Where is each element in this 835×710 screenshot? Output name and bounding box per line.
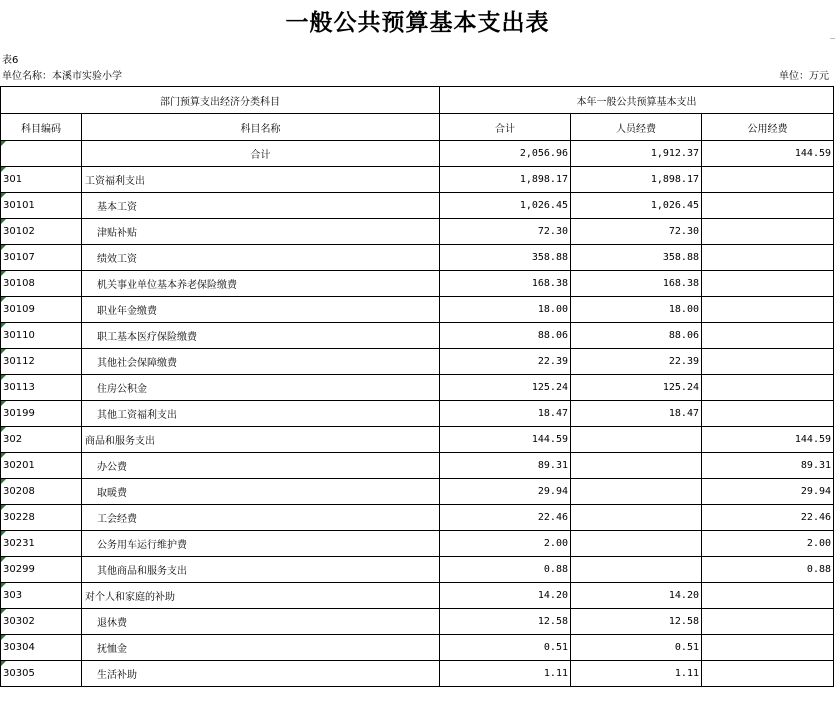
row-code: 303 <box>1 583 82 609</box>
row-total: 22.39 <box>440 349 571 375</box>
row-code: 30109 <box>1 297 82 323</box>
table-row <box>1 531 834 557</box>
row-public <box>702 323 834 349</box>
row-code: 30305 <box>1 661 82 687</box>
row-code: 30107 <box>1 245 82 271</box>
total-row <box>1 141 834 167</box>
row-total: 18.47 <box>440 401 571 427</box>
total-personnel: 1,912.37 <box>571 141 702 167</box>
row-personnel: 88.06 <box>571 323 702 349</box>
row-public <box>702 297 834 323</box>
row-name: 工资福利支出 <box>82 167 440 193</box>
row-name: 抚恤金 <box>82 635 440 661</box>
page-title: 一般公共预算基本支出表 <box>285 9 550 36</box>
row-personnel: 18.47 <box>571 401 702 427</box>
row-public <box>702 167 834 193</box>
row-total: 22.46 <box>440 505 571 531</box>
row-personnel <box>571 531 702 557</box>
table-row <box>1 661 834 687</box>
column-header-code: 科目编码 <box>1 114 82 141</box>
row-personnel <box>571 479 702 505</box>
row-personnel: 168.38 <box>571 271 702 297</box>
table-row <box>1 219 834 245</box>
row-name: 工会经费 <box>82 505 440 531</box>
row-code: 30201 <box>1 453 82 479</box>
table-row <box>1 505 834 531</box>
row-public: 29.94 <box>702 479 834 505</box>
divider <box>830 38 835 39</box>
row-code: 30110 <box>1 323 82 349</box>
row-code: 30231 <box>1 531 82 557</box>
row-personnel: 12.58 <box>571 609 702 635</box>
budget-table <box>0 86 834 687</box>
header-group-row <box>1 87 834 114</box>
row-public <box>702 401 834 427</box>
table-row <box>1 193 834 219</box>
row-personnel: 0.51 <box>571 635 702 661</box>
row-total: 0.88 <box>440 557 571 583</box>
row-code: 30228 <box>1 505 82 531</box>
row-public <box>702 219 834 245</box>
table-row <box>1 349 834 375</box>
row-public <box>702 375 834 401</box>
row-total: 1.11 <box>440 661 571 687</box>
row-total: 168.38 <box>440 271 571 297</box>
row-name: 公务用车运行维护费 <box>82 531 440 557</box>
row-public <box>702 271 834 297</box>
row-name: 退休费 <box>82 609 440 635</box>
table-row <box>1 297 834 323</box>
row-personnel <box>571 557 702 583</box>
header-columns-row <box>1 114 834 141</box>
row-personnel: 22.39 <box>571 349 702 375</box>
row-name: 职业年金缴费 <box>82 297 440 323</box>
row-total: 0.51 <box>440 635 571 661</box>
table-row <box>1 375 834 401</box>
row-personnel: 18.00 <box>571 297 702 323</box>
row-name: 其他工资福利支出 <box>82 401 440 427</box>
row-public: 2.00 <box>702 531 834 557</box>
row-public <box>702 609 834 635</box>
row-name: 机关事业单位基本养老保险缴费 <box>82 271 440 297</box>
table-row <box>1 167 834 193</box>
row-total: 29.94 <box>440 479 571 505</box>
table-row <box>1 557 834 583</box>
table-row <box>1 271 834 297</box>
row-total: 1,898.17 <box>440 167 571 193</box>
row-name: 生活补助 <box>82 661 440 687</box>
row-total: 72.30 <box>440 219 571 245</box>
table-row <box>1 635 834 661</box>
row-code: 30112 <box>1 349 82 375</box>
row-public: 22.46 <box>702 505 834 531</box>
row-code: 30101 <box>1 193 82 219</box>
row-name: 办公费 <box>82 453 440 479</box>
row-personnel: 125.24 <box>571 375 702 401</box>
row-total: 88.06 <box>440 323 571 349</box>
row-total: 1,026.45 <box>440 193 571 219</box>
row-personnel: 1,898.17 <box>571 167 702 193</box>
row-name: 取暖费 <box>82 479 440 505</box>
column-header-personnel: 人员经费 <box>571 114 702 141</box>
row-code: 301 <box>1 167 82 193</box>
row-name: 其他社会保障缴费 <box>82 349 440 375</box>
row-name: 住房公积金 <box>82 375 440 401</box>
row-total: 144.59 <box>440 427 571 453</box>
row-code: 30113 <box>1 375 82 401</box>
row-personnel: 358.88 <box>571 245 702 271</box>
row-public <box>702 583 834 609</box>
row-code: 302 <box>1 427 82 453</box>
row-code: 30108 <box>1 271 82 297</box>
unit-label: 单位：万元 <box>779 71 829 82</box>
row-personnel: 1.11 <box>571 661 702 687</box>
table-row <box>1 323 834 349</box>
row-name: 对个人和家庭的补助 <box>82 583 440 609</box>
header-group-right: 本年一般公共预算基本支出 <box>440 87 834 114</box>
row-code: 30299 <box>1 557 82 583</box>
row-total: 12.58 <box>440 609 571 635</box>
row-code: 30302 <box>1 609 82 635</box>
table-row <box>1 245 834 271</box>
row-public <box>702 349 834 375</box>
row-total: 125.24 <box>440 375 571 401</box>
table-row <box>1 401 834 427</box>
column-header-name: 科目名称 <box>82 114 440 141</box>
row-public: 89.31 <box>702 453 834 479</box>
table-row <box>1 479 834 505</box>
row-name: 津贴补贴 <box>82 219 440 245</box>
table-number: 表6 <box>2 55 19 66</box>
row-code: 30304 <box>1 635 82 661</box>
row-name: 商品和服务支出 <box>82 427 440 453</box>
header-group-left: 部门预算支出经济分类科目 <box>1 87 440 114</box>
total-amount: 2,056.96 <box>440 141 571 167</box>
table-row <box>1 609 834 635</box>
row-personnel: 14.20 <box>571 583 702 609</box>
row-personnel: 72.30 <box>571 219 702 245</box>
total-public: 144.59 <box>702 141 834 167</box>
row-total: 2.00 <box>440 531 571 557</box>
row-name: 基本工资 <box>82 193 440 219</box>
row-total: 18.00 <box>440 297 571 323</box>
row-public: 0.88 <box>702 557 834 583</box>
column-header-total: 合计 <box>440 114 571 141</box>
unit-name: 单位名称：本溪市实验小学 <box>2 71 122 82</box>
row-total: 358.88 <box>440 245 571 271</box>
row-name: 职工基本医疗保险缴费 <box>82 323 440 349</box>
row-public: 144.59 <box>702 427 834 453</box>
total-label: 合计 <box>82 141 440 167</box>
row-personnel <box>571 505 702 531</box>
row-public <box>702 635 834 661</box>
row-code: 30102 <box>1 219 82 245</box>
row-personnel <box>571 453 702 479</box>
row-personnel: 1,026.45 <box>571 193 702 219</box>
row-code: 30199 <box>1 401 82 427</box>
row-name: 其他商品和服务支出 <box>82 557 440 583</box>
row-public <box>702 245 834 271</box>
table-row <box>1 583 834 609</box>
column-header-public: 公用经费 <box>702 114 834 141</box>
table-row <box>1 427 834 453</box>
row-public <box>702 193 834 219</box>
table-row <box>1 453 834 479</box>
row-code: 30208 <box>1 479 82 505</box>
row-personnel <box>571 427 702 453</box>
row-total: 14.20 <box>440 583 571 609</box>
row-public <box>702 661 834 687</box>
total-code-cell <box>1 141 82 167</box>
row-name: 绩效工资 <box>82 245 440 271</box>
row-total: 89.31 <box>440 453 571 479</box>
